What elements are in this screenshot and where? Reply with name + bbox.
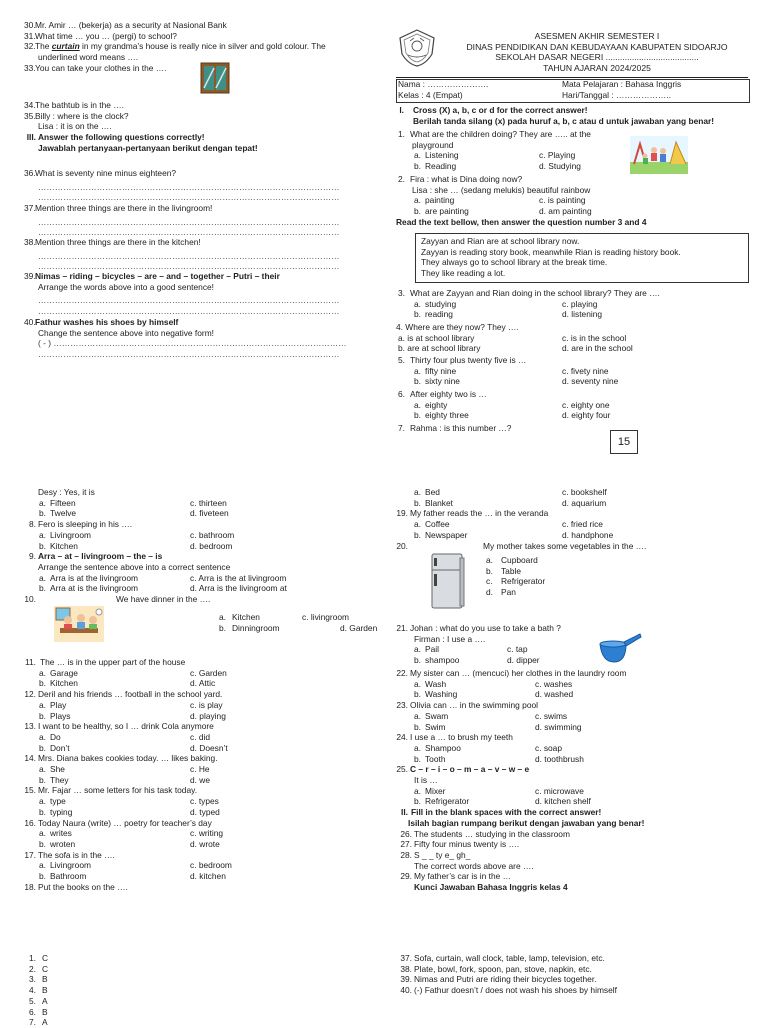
section-3-subtitle: Jawablah pertanyaan-pertanyaan berikut dengan tepat!: [38, 142, 258, 153]
answer-line: ………………………………………………………………………………………………: [38, 250, 340, 261]
question-22: 22. My sister can … (mencuci) her clothes in the laundry room: [396, 668, 627, 678]
answer-line: ………………………………………………………………………………………………: [38, 306, 340, 317]
passage-line-3: They always go to school library at the break time.: [421, 257, 608, 268]
answer-item: 4. B: [29, 985, 48, 996]
header-school: SEKOLAH DASAR NEGERI .......................................: [495, 52, 699, 63]
top-left-column-2: [24, 100, 370, 154]
student-class-field: Kelas : 4 (Empat): [398, 90, 463, 100]
question-15: 15. Mr. Fajar … some letters for his task today.: [24, 785, 198, 796]
question-19: 19. My father reads the … in the veranda: [396, 508, 549, 519]
section-2-subtitle: Isilah bagian rumpang berikut dengan jawaban yang benar!: [408, 817, 645, 828]
question-26: 26. The students … studying in the classroom: [400, 828, 570, 839]
number-box: 15: [610, 430, 638, 454]
question-31: 31. What time … you … (pergi) to school?: [24, 30, 177, 41]
reading-instruction: Read the text bellow, then answer the question number 3 and 4: [396, 216, 647, 227]
question-12: 12. Deril and his friends … football in the school yard.: [24, 689, 223, 700]
question-39-block: 39. Nimas – riding – bicycles – are – and – together – Putri – their Arrange the words above into a good sentence! ……………………………………………………………………………………………… ………………………………………………………………………………………………: [24, 271, 370, 317]
question-6: 6. After eighty two is … a. eighty c. eighty one b. eighty three d. eighty four: [398, 389, 611, 421]
answer-line: ………………………………………………………………………………………………: [38, 295, 340, 306]
question-18: 18. Put the books on the ….: [24, 881, 128, 892]
answer-line: ………………………………………………………………………………………………: [38, 261, 340, 272]
question-35-line2: Lisa : it is on the ….: [38, 121, 112, 132]
question-27: 27. Fifty four minus twenty is ….: [400, 839, 520, 850]
question-3: 3. What are Zayyan and Rian doing in the school library? They are …. a. studying c. playing b. reading d. listening: [398, 288, 660, 320]
section-3-title: III. Answer the following questions correctly!: [26, 132, 205, 143]
answer-line: ………………………………………………………………………………………………: [38, 227, 340, 238]
question-16: 16. Today Naura (write) … poetry for teacher’s day: [24, 817, 212, 828]
question-14: 14. Mrs. Diana bakes cookies today. … likes baking.: [24, 753, 218, 764]
question-10-options: a. Kitchen c. livingroom b. Dinningroom d. Garden: [219, 612, 378, 633]
question-11: 11. The … is in the upper part of the house: [24, 657, 186, 667]
answer-item: 37. Sofa, curtain, wall clock, table, lamp, television, etc.: [400, 953, 605, 963]
passage-line-4: They like reading a lot.: [421, 268, 506, 279]
answer-item: 2. C: [29, 963, 49, 974]
question-29: 29. My father’s car is in the …: [400, 871, 511, 882]
passage-line-2: Zayyan is reading story book, meanwhile Rian is reading history book.: [421, 246, 681, 257]
question-23: 23. Olivia can … in the swimming pool: [396, 700, 539, 711]
question-7-continued: Desy : Yes, it is: [38, 487, 95, 497]
student-name-field: Nama : ………………….: [398, 79, 489, 89]
header-divider: [396, 77, 748, 78]
question-32-line2: underlined word means ….: [38, 52, 139, 63]
date-field: Hari/Tanggal : ………………..: [562, 90, 671, 100]
question-36-block: 36. What is seventy nine minus eighteen? ……………………………………………………………………………………………… ………………………………………………………………………………………………: [24, 168, 370, 203]
question-34: 34. The bathtub is in the ….: [24, 100, 124, 110]
question-25: 25. C – r – i – o – m – a – v – w – e: [396, 764, 530, 775]
answer-item: 7. A: [29, 1017, 48, 1028]
answer-item: 39. Nimas and Putri are riding their bicycles together.: [400, 974, 597, 985]
passage-line-1: Zayyan and Rian are at school library now.: [421, 236, 580, 246]
answer-line: ………………………………………………………………………………………………: [38, 216, 340, 227]
question-20: 20. My mother takes some vegetables in the ….: [396, 540, 647, 551]
answer-item: 5. A: [29, 995, 48, 1006]
question-5: 5. Thirty four plus twenty five is … a. fifty nine c. fivety nine b. sixty nine d. seventy nine: [398, 355, 619, 387]
question-10: 10. We have dinner in the ….: [24, 594, 211, 605]
question-1: 1. What are the children doing? They are ….. at the playground a. Listening c. Playing b. Reading d. Studying: [398, 129, 591, 172]
question-13: 13. I want to be healthy, so I … drink Cola anymore: [24, 721, 214, 732]
question-33: 33. You can take your clothes in the ….: [24, 62, 167, 73]
question-20-options: a. Cupboard b. Table c. Refrigerator d. Pan: [486, 555, 546, 598]
question-30: 30. Mr. Amir … (bekerja) as a security at Nasional Bank: [24, 20, 227, 30]
answer-item: 6. B: [29, 1006, 48, 1017]
wardrobe-illustration: [200, 62, 230, 94]
playground-illustration: [630, 136, 688, 174]
answer-item: 3. B: [29, 974, 48, 985]
answer-key-right: [396, 953, 756, 996]
question-40-block: 40. Fathur washes his shoes by himself Change the sentence above into negative form! ( - ) …………………………………………………………………………………………… ………………………………………………………………………………………………: [24, 317, 370, 360]
question-32: 32. The curtain in my grandma’s house is really nice in silver and gold colour. The: [24, 41, 326, 52]
answer-line: ………………………………………………………………………………………………: [38, 192, 340, 203]
bottom-right-column: a. Bed c. bookshelf b. Blanket d. aquarium 19. My father reads the … in the veranda a. Coffee c. fried rice b. Newspaper d. handphone 20. My mother takes some vegetables in the ….: [396, 487, 756, 551]
question-24: 24. I use a … to brush my teeth: [396, 732, 513, 743]
subject-field: Mata Pelajaran : Bahasa Inggris: [562, 79, 682, 89]
section-2-title: II. Fill in the blank spaces with the correct answer!: [401, 807, 602, 818]
question-4: 4. Where are they now? They …. a. is at school library c. is in the school b. are at school library d. are in the school: [396, 322, 633, 354]
reading-passage-box: [415, 233, 749, 283]
top-left-column: [24, 20, 370, 74]
question-2: 2. Fira : what is Dina doing now? Lisa : she … (sedang melukis) beautiful rainbow a. painting c. is painting b. are painting d. am painting Read the text bellow, then answer the question number 3 and 4: [396, 174, 756, 228]
question-9: 9. Arra – at – livingroom – the – is: [29, 551, 163, 562]
answer-item: 40. (-) Fathur doesn’t / does not wash his shoes by himself: [400, 985, 617, 996]
refrigerator-illustration: [430, 552, 466, 610]
question-21-block: 21. Johan : what do you use to take a bath ? Firman : I use a …. a. Pail c. tap b. shampoo d. dipper: [396, 623, 561, 666]
answer-key-left: [24, 953, 144, 1028]
section-1-heading: I. Cross (X) a, b, c or d for the correct answer! Berilah tanda silang (x) pada huruf a, b, c atau d untuk jawaban yang benar!: [399, 105, 715, 126]
header-block: [430, 31, 764, 73]
answer-item: 1. C: [29, 953, 49, 963]
question-17: 17. The sofa is in the ….: [24, 849, 115, 860]
question-8: 8. Fero is sleeping in his ….: [29, 519, 133, 530]
question-38-block: 38. Mention three things are there in the kitchen! ……………………………………………………………………………………………… ………………………………………………………………………………………………: [24, 237, 370, 272]
bottom-right-column-2: 22. My sister can … (mencuci) her clothes in the laundry room a. Wash c. washes b. Washing d. washed 23. Olivia can … in the swimming pool a. Swam c. swims b. Swim d. swimming 24. I use a … to brush my teeth a. Shampoo c. soap b. Tooth d. toothbrush 25. C – r – i – o – m – a – v – w – e It is … a. Mixer c. microwave b. Refrigerator d. kitchen shelf II. Fill in the blank spaces with the correct answer! Isilah bagian rumpang berikut dengan jawaban yang benar! 26. The students … studying in the classroom 27. Fifty four minus twenty is …. 28. S _ _ ty e_ gh_ The correct words above are …. 29. My father’s car is in the … Kunci Jawaban Bahasa Inggris kelas 4: [396, 668, 756, 893]
bottom-left-column: Desy : Yes, it is a. Fifteen c. thirteen b. Twelve d. fiveteen 8. Fero is sleeping in his …. a. Livingroom c. bathroom b. Kitchen d. bedroom 9. Arra – at – livingroom – the – is Arrange the sentence above into a correct sentence a. Arra is at the livingroom c. Arra is the at livingroom b. Arra at is the livingroom d. Arra is the livingroom at 10. We have dinner in the ….: [24, 487, 374, 605]
header-title: ASESMEN AKHIR SEMESTER I: [534, 31, 660, 41]
bottom-left-column-2: 11. The … is in the upper part of the house a. Garage c. Garden b. Kitchen d. Attic 12. Deril and his friends … football in the school yard. a. Play c. is play b. Plays d. playing 13. I want to be healthy, so I … drink Cola anymore a. Do c. did b. Don’t d. Doesn’t 14. Mrs. Diana bakes cookies today. … likes baking. a. She c. He b. They d. we 15. Mr. Fajar … some letters for his task today. a. type c. types b. typing d. typed 16. Today Naura (write) … poetry for teacher’s day a. writes c. writing b. wroten d. wrote 17. The sofa is in the …. a. Livingroom c. bedroom b. Bathroom d. kitchen 18. Put the books on the ….: [24, 657, 374, 892]
header-year: TAHUN AJARAN 2024/2025: [543, 62, 651, 73]
question-35: 35. Billy : where is the clock?: [24, 110, 129, 121]
answer-item: 38. Plate, bowl, fork, spoon, pan, stove, napkin, etc.: [400, 963, 592, 974]
water-dipper-illustration: [596, 630, 642, 666]
question-28: 28. S _ _ ty e_ gh_: [400, 849, 471, 860]
question-37-block: 37. Mention three things are there in the livingroom! ……………………………………………………………………………………………… ………………………………………………………………………………………………: [24, 203, 370, 238]
header-agency: DINAS PENDIDIKAN DAN KEBUDAYAAN KABUPATEN SIDOARJO: [466, 41, 728, 52]
answer-line: ………………………………………………………………………………………………: [38, 349, 340, 360]
answer-key-title: Kunci Jawaban Bahasa Inggris kelas 4: [414, 882, 568, 893]
dining-family-illustration: [54, 606, 104, 642]
answer-line: ………………………………………………………………………………………………: [38, 181, 340, 192]
question-7: 7. Rahma : is this number …?: [398, 423, 512, 433]
